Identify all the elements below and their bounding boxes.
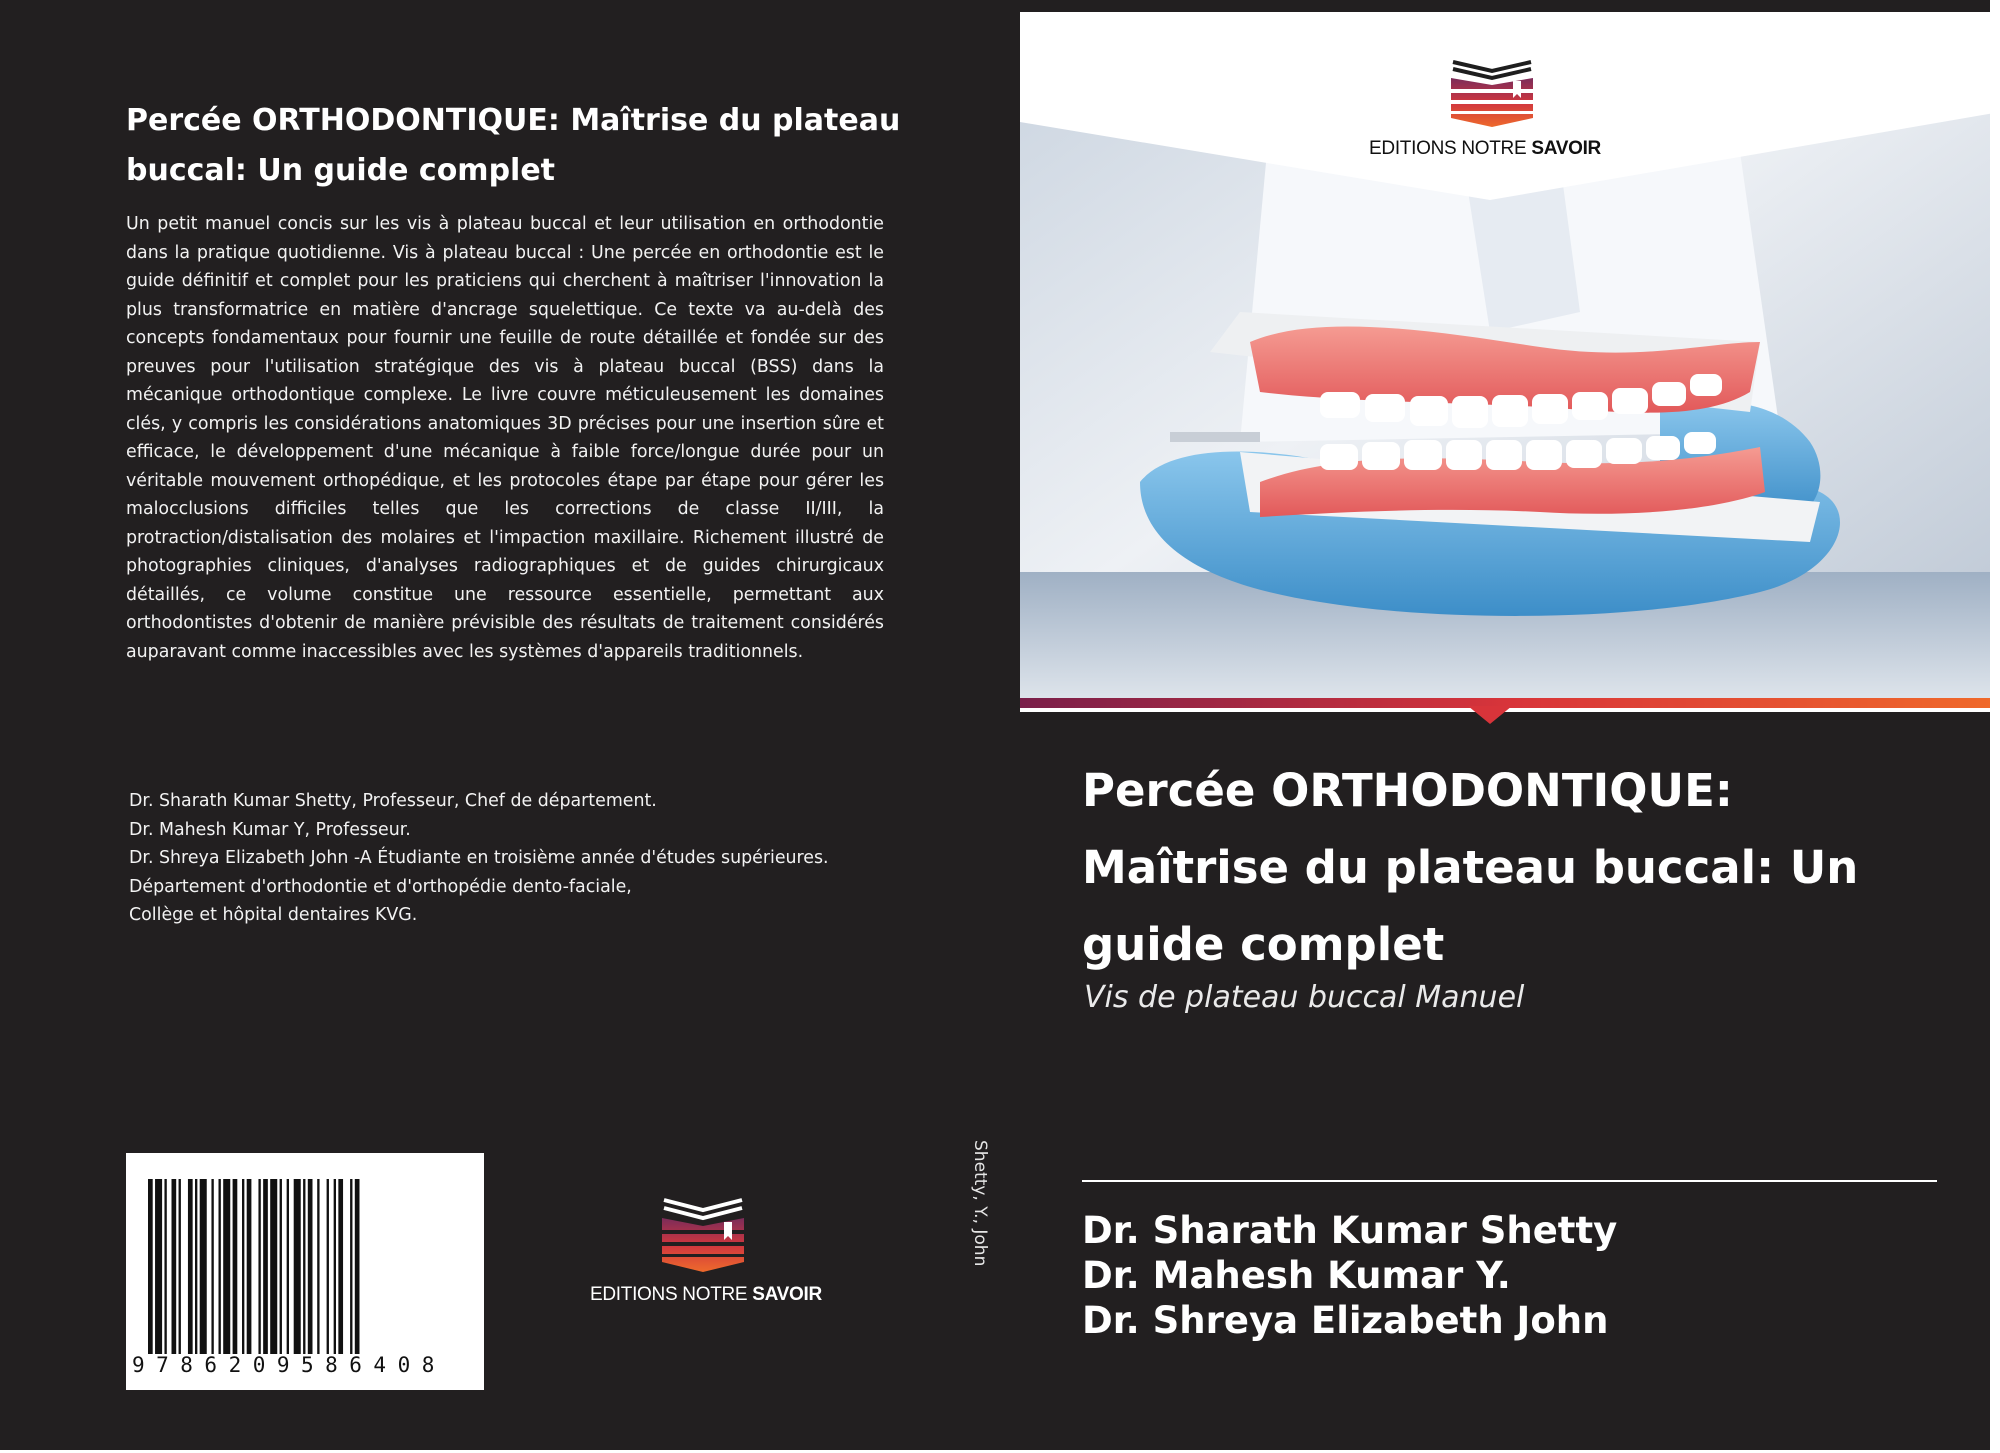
back-cover-title: Percée ORTHODONTIQUE: Maîtrise du plateau buccal: Un guide complet	[126, 103, 901, 188]
publisher-book-icon	[658, 1196, 748, 1276]
author-name: Dr. Sharath Kumar Shetty	[1082, 1209, 1618, 1252]
barcode-bar	[258, 1179, 260, 1354]
back-cover-author-info	[129, 787, 879, 930]
publisher-logo-back	[590, 1196, 822, 1318]
barcode-bar	[303, 1179, 305, 1354]
isbn-barcode	[126, 1153, 484, 1390]
author-info-line: Dr. Shreya Elizabeth John -A Étudiante en troisième année d'études supérieures.	[129, 848, 829, 868]
barcode-bar	[164, 1179, 166, 1354]
barcode-bar	[287, 1179, 289, 1354]
front-cover-authors	[1082, 1208, 1982, 1343]
barcode-bar	[280, 1179, 282, 1354]
page-edge	[1990, 0, 2000, 1453]
barcode-bar	[270, 1179, 277, 1354]
author-name: Dr. Shreya Elizabeth John	[1082, 1299, 1609, 1342]
barcode-bar	[355, 1179, 360, 1354]
publisher-logo-front	[1365, 58, 1605, 168]
barcode-bar	[308, 1179, 313, 1354]
front-cover-subtitle: Vis de plateau buccal Manuel	[1084, 980, 1525, 1015]
publisher-name: EDITIONS NOTRE SAVOIR	[590, 1284, 822, 1305]
barcode-bar	[195, 1179, 197, 1354]
author-name: Dr. Mahesh Kumar Y.	[1082, 1254, 1511, 1297]
barcode-bar	[350, 1179, 352, 1354]
title-line: Percée ORTHODONTIQUE:	[1082, 764, 1733, 817]
front-cover	[1020, 0, 2000, 1453]
barcode-bar	[317, 1179, 319, 1354]
barcode-bar	[247, 1179, 252, 1354]
barcode-bar	[179, 1179, 181, 1354]
title-line: Maîtrise du plateau buccal: Un	[1082, 841, 1859, 894]
author-info-line: Dr. Sharath Kumar Shetty, Professeur, Chef de département.	[129, 791, 657, 811]
spine-authors: Shetty, Y., John	[970, 1140, 990, 1267]
barcode-bar	[242, 1179, 244, 1354]
author-info-line: Collège et hôpital dentaires KVG.	[129, 905, 418, 925]
barcode-bar	[211, 1179, 213, 1354]
barcode-bar	[334, 1179, 336, 1354]
barcode-bar	[148, 1179, 153, 1354]
author-info-line: Département d'orthodontie et d'orthopédie dento-faciale,	[129, 876, 632, 897]
barcode-bar	[200, 1179, 207, 1354]
publisher-name: EDITIONS NOTRE SAVOIR	[1369, 138, 1601, 159]
barcode-bars	[148, 1179, 463, 1354]
barcode-bar	[233, 1179, 238, 1354]
divider	[1082, 1180, 1937, 1182]
back-cover-blurb: Un petit manuel concis sur les vis à plateau buccal et leur utilisation en orthodontie dans la pratique quotidienne. Vis à plateau buccal : Une percée en orthodontie est le guide définitif et complet pour les praticiens qui cherchent à maîtriser l'innovation la plus transformatrice en matière d'ancrage squelettique. Ce texte va au-delà des concepts fondamentaux pour fournir une feuille de route détaillée et fondée sur des preuves pour l'utilisation stratégique des vis à plateau buccal (BSS) dans la mécanique orthodontique complexe. Le livre couvre méticuleusement les domaines clés, y compris les considérations anatomiques 3D précises pour une insertion sûre et efficace, le développement d'une mécanique à faible force/longue durée pour un véritable mouvement orthopédique, et les protocoles étape par étape pour gérer les malocclusions difficiles telles que les corrections de classe II/III, la protraction/distalisation des molaires et l'impaction maxillaire. Richement illustré de photographies cliniques, d'analyses radiographiques et de guides chirurgicaux détaillés, ce volume constitue une ressource essentielle, permettant aux orthodontistes d'obtenir de manière prévisible des résultats de traitement considérés auparavant comme inaccessibles avec les systèmes d'appareils traditionnels.	[126, 214, 884, 662]
isbn-digits: 9786209586408	[132, 1353, 446, 1377]
barcode-bar	[294, 1179, 301, 1354]
barcode-bar	[263, 1179, 268, 1354]
barcode-bar	[188, 1179, 193, 1354]
publisher-book-icon	[1447, 58, 1537, 130]
barcode-bar	[338, 1179, 343, 1354]
title-line: guide complet	[1082, 918, 1445, 971]
spine	[950, 1000, 1020, 1400]
accent-notch	[1468, 706, 1512, 726]
barcode-bar	[172, 1179, 177, 1354]
author-info-line: Dr. Mahesh Kumar Y, Professeur.	[129, 819, 411, 840]
barcode-bar	[327, 1179, 329, 1354]
barcode-bar	[219, 1179, 221, 1354]
barcode-bar	[155, 1179, 162, 1354]
barcode-bar	[223, 1179, 230, 1354]
front-cover-title	[1082, 752, 1982, 983]
